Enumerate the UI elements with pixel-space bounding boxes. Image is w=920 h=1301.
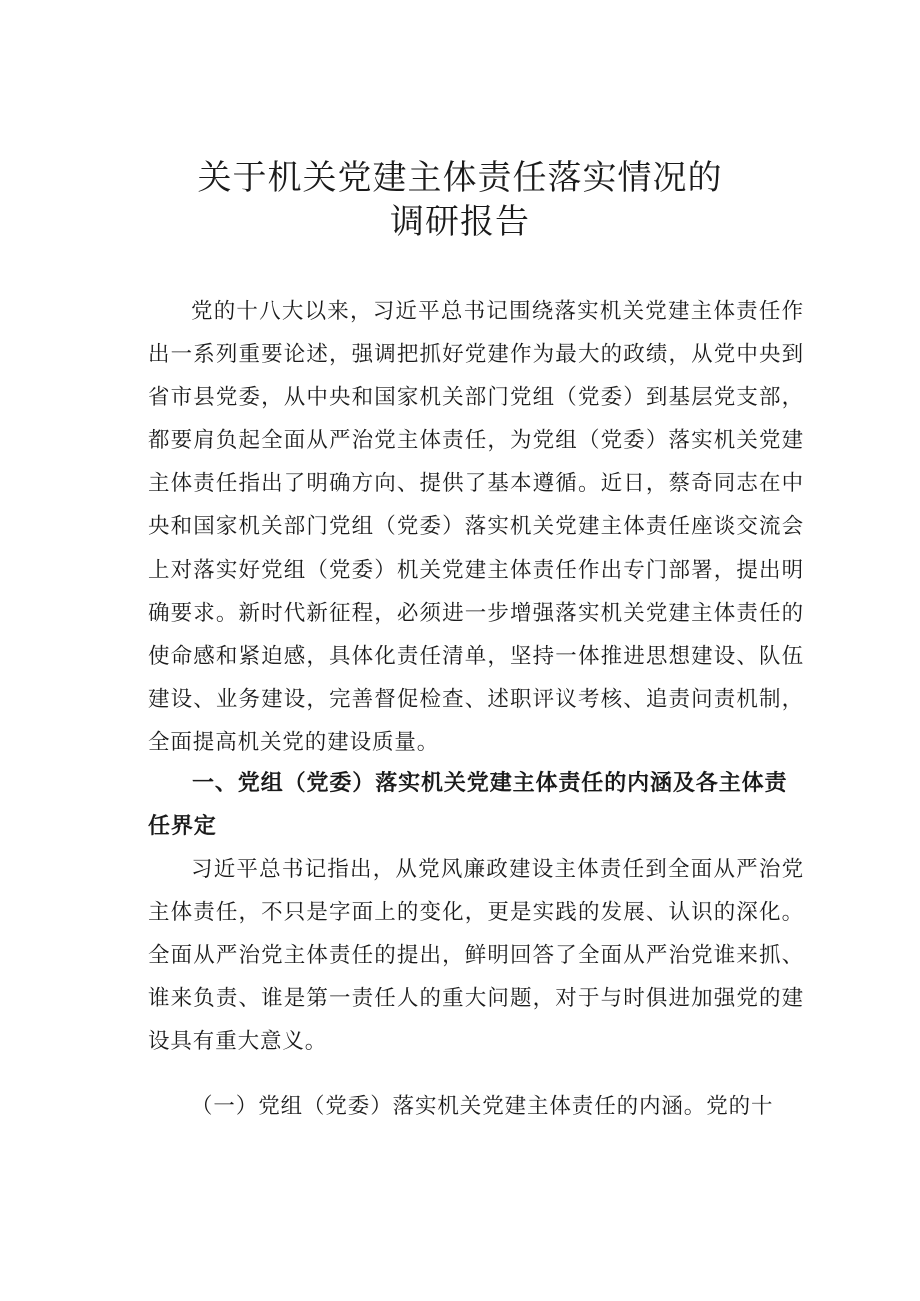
intro-paragraph: 党的十八大以来，习近平总书记围绕落实机关党建主体责任作出一系列重要论述，强调把抓好党建作为最大的政绩，从党中央到省市县党委，从中央和国家机关部门党组（党委）到基层党支部，都要肩负起全面从严治党主体责任，为党组（党委）落实机关党建主体责任指出了明确方向、提供了基本遵循。近日，蔡奇同志在中央和国家机关部门党组（党委）落实机关党建主体责任座谈交流会上对落实好党组（党委）机关党建主体责任作出专门部署，提出明确要求。新时代新征程，必须进一步增强落实机关党建主体责任的使命感和紧迫感，具体化责任清单，坚持一体推进思想建设、队伍建设、业务建设，完善督促检查、述职评议考核、追责问责机制，全面提高机关党的建设质量。 (148, 299, 804, 755)
section-1-paragraph: 习近平总书记指出，从党风廉政建设主体责任到全面从严治党主体责任，不只是字面上的变化，更是实践的发展、认识的深化。全面从严治党主体责任的提出，鲜明回答了全面从严治党谁来抓、谁来负责、谁是第一责任人的重大问题，对于与时俱进加强党的建设具有重大意义。 (148, 857, 804, 1055)
document-title-line-2: 调研报告 (390, 202, 530, 242)
section-1-heading: 一、党组（党委）落实机关党建主体责任的内涵及各主体责任界定 (148, 771, 788, 839)
subsection-1-paragraph: （一）党组（党委）落实机关党建主体责任的内涵。党的十 (191, 1094, 774, 1119)
document-title-line-1: 关于机关党建主体责任落实情况的 (197, 158, 723, 198)
